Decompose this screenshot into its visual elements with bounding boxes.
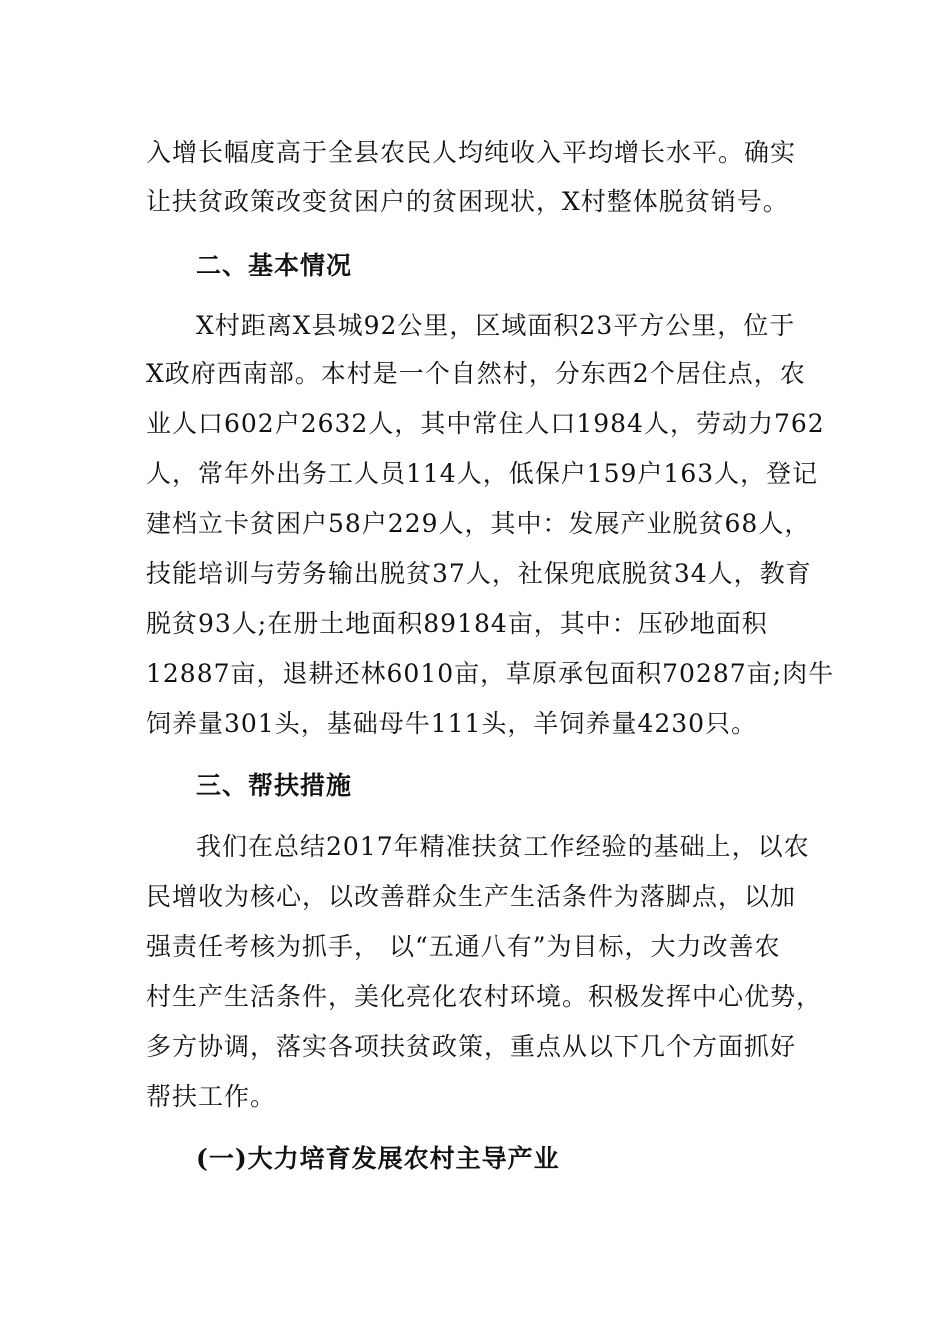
paragraph-line: 村生产生活条件，美化亮化农村环境。积极发挥中心优势， [146,982,823,1011]
paragraph-line: 民增收为核心，以改善群众生产生活条件为落脚点，以加 [146,882,797,911]
section-heading-assistance-measures: 三、帮扶措施 [196,771,353,800]
paragraph-line: 入增长幅度高于全县农民人均纯收入平均增长水平。确实 [146,138,797,167]
paragraph-line: 饲养量301头，基础母牛111头，羊饲养量4230只。 [146,709,758,738]
paragraph-line: 多方协调，落实各项扶贫政策，重点从以下几个方面抓好 [146,1032,797,1061]
paragraph-line: 强责任考核为抓手， 以“五通八有”为目标，大力改善农 [146,932,781,961]
paragraph-line: X政府西南部。本村是一个自然村，分东西2个居住点，农 [146,359,806,388]
section-heading-basic-situation: 二、基本情况 [196,251,353,280]
paragraph-line: 技能培训与劳务输出脱贫37人，社保兜底脱贫34人，教育 [146,559,812,588]
paragraph-line: 我们在总结2017年精准扶贫工作经验的基础上，以农 [196,832,810,861]
paragraph-line: 帮扶工作。 [146,1082,277,1111]
subsection-heading-industry: (一)大力培育发展农村主导产业 [196,1144,560,1173]
paragraph-line: 业人口602户2632人，其中常住人口1984人，劳动力762 [146,409,825,438]
paragraph-line: 让扶贫政策改变贫困户的贫困现状，X村整体脱贫销号。 [146,187,789,216]
paragraph-line: 12887亩，退耕还林6010亩，草原承包面积70287亩;肉牛 [146,659,835,688]
paragraph-line: 人，常年外出务工人员114人，低保户159户163人，登记 [146,459,819,488]
paragraph-line: 建档立卡贫困户58户229人，其中：发展产业脱贫68人， [146,509,811,538]
paragraph-line: X村距离X县城92公里，区域面积23平方公里，位于 [196,311,796,340]
paragraph-line: 脱贫93人;在册土地面积89184亩，其中：压砂地面积 [146,609,768,638]
